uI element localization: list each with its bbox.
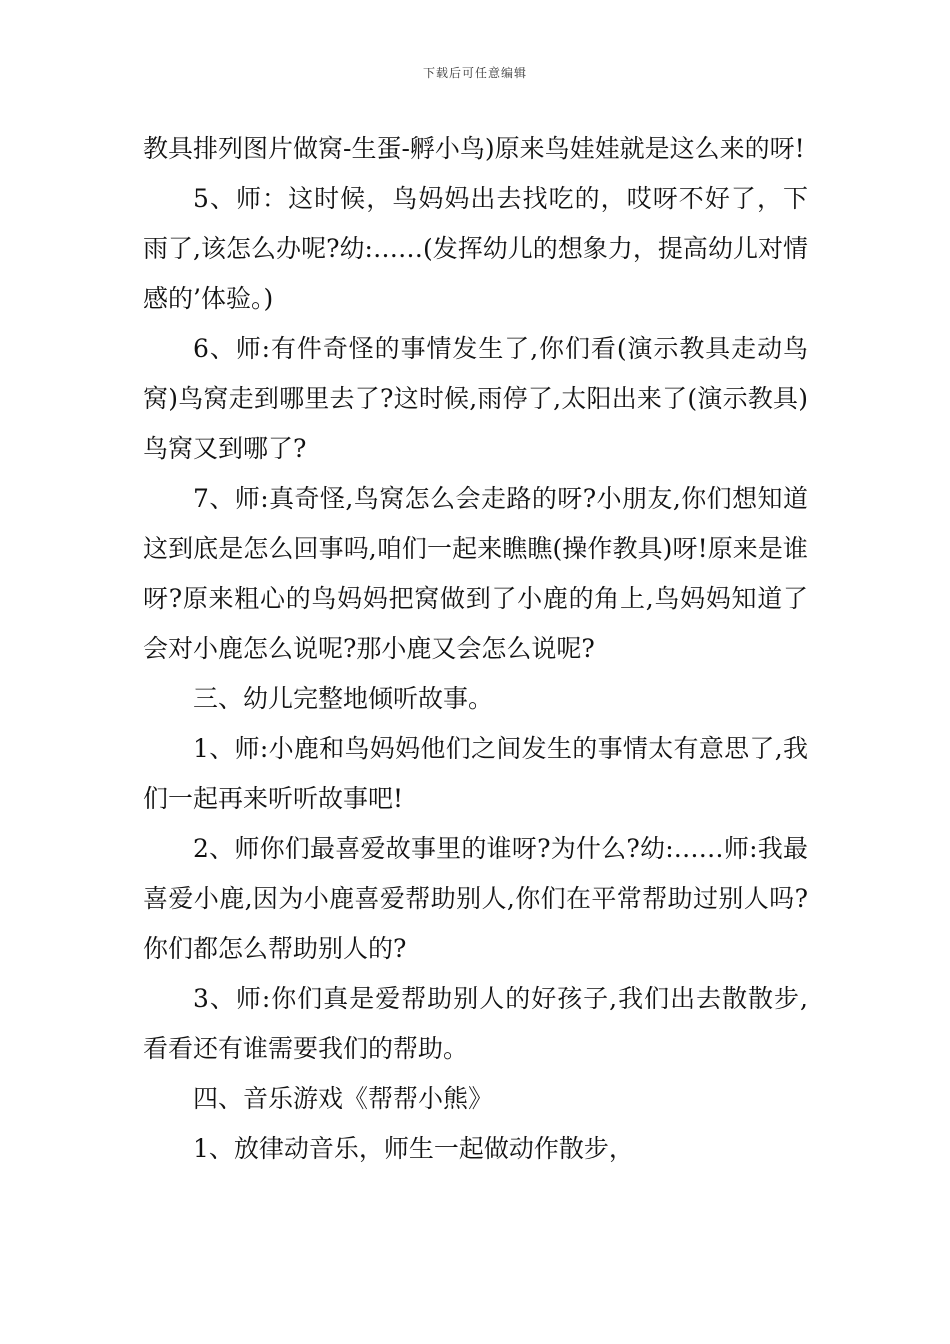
paragraph: 1、师:小鹿和鸟妈妈他们之间发生的事情太有意思了,我们一起再来听听故事吧! bbox=[143, 734, 808, 813]
paragraph: 教具排列图片做窝-生蛋-孵小鸟)原来鸟娃娃就是这么来的呀! bbox=[143, 134, 805, 163]
paragraph: 7、师:真奇怪,鸟窝怎么会走路的呀?小朋友,你们想知道这到底是怎么回事吗,咱们一起来瞧瞧(操作教具)呀!原来是谁呀?原来粗心的鸟妈妈把窝做到了小鹿的角上,鸟妈妈知道了会对小鹿怎么说呢?那小鹿又会怎么说呢? bbox=[143, 484, 808, 663]
document-body bbox=[143, 124, 808, 1174]
section-heading: 四、音乐游戏《帮帮小熊》 bbox=[193, 1084, 494, 1113]
paragraph: 6、师:有件奇怪的事情发生了,你们看(演示教具走动鸟窝)鸟窝走到哪里去了?这时候,雨停了,太阳出来了(演示教具)鸟窝又到哪了? bbox=[143, 334, 808, 463]
paragraph: 5、师：这时候，鸟妈妈出去找吃的，哎呀不好了，下雨了,该怎么办呢?幼:……(发挥幼儿的想象力，提高幼儿对情感的’体验。) bbox=[143, 184, 808, 313]
paragraph: 1、放律动音乐，师生一起做动作散步， bbox=[193, 1134, 634, 1163]
paragraph: 2、师你们最喜爱故事里的谁呀?为什么?幼:……师:我最喜爱小鹿,因为小鹿喜爱帮助别人,你们在平常帮助过别人吗?你们都怎么帮助别人的? bbox=[143, 834, 808, 963]
page-header: 下载后可任意编辑 bbox=[422, 66, 527, 80]
paragraph: 3、师:你们真是爱帮助别人的好孩子,我们出去散散步,看看还有谁需要我们的帮助。 bbox=[143, 984, 808, 1063]
section-heading: 三、幼儿完整地倾听故事。 bbox=[193, 684, 494, 713]
